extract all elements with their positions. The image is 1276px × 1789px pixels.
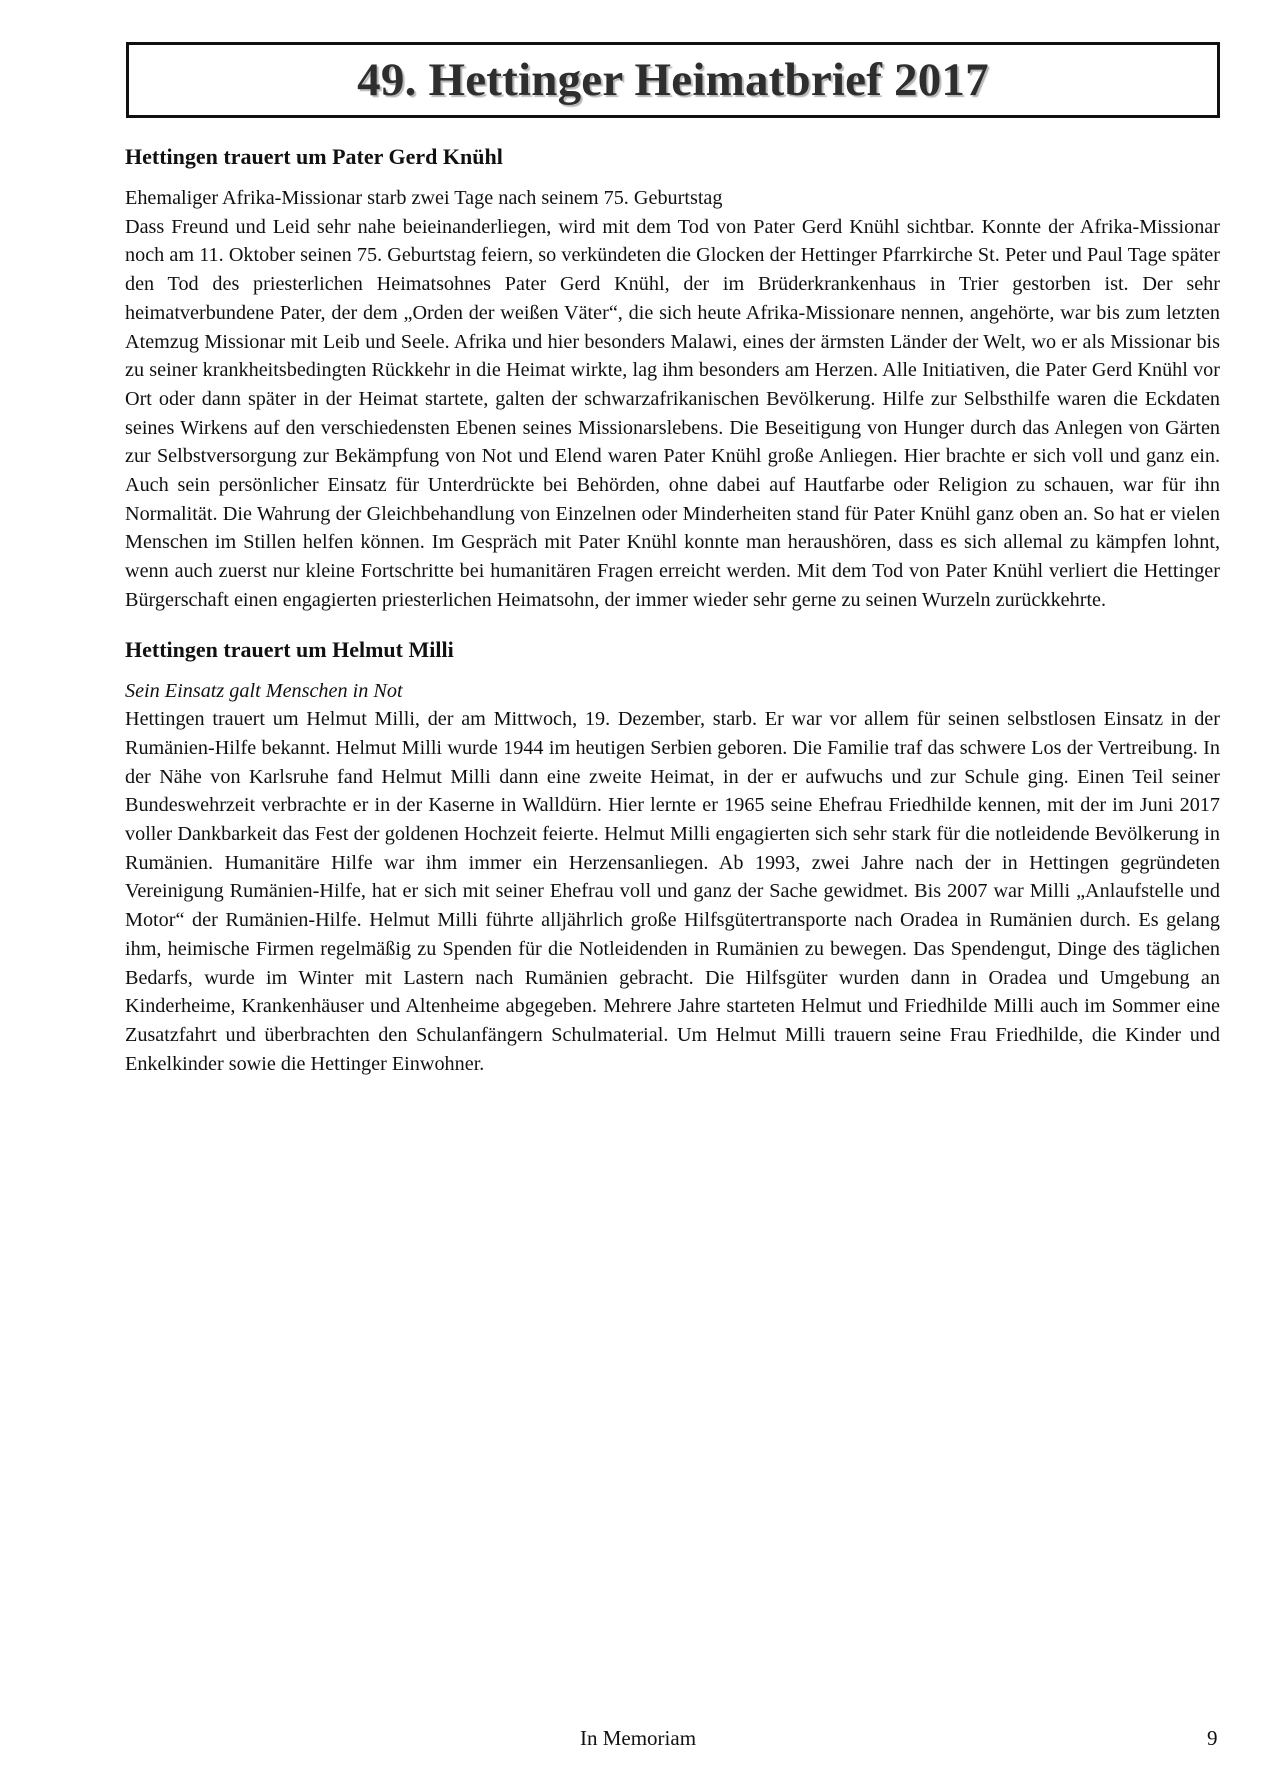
article-milli	[125, 635, 1220, 1079]
article-content	[125, 142, 1220, 1078]
section-heading: Hettingen trauert um Pater Gerd Knühl	[125, 144, 503, 169]
section-subtitle: Sein Einsatz galt Menschen in Not	[125, 679, 403, 702]
page-number: 9	[1207, 1726, 1218, 1750]
section-subtitle: Ehemaliger Afrika-Missionar starb zwei Tage nach seinem 75. Geburtstag	[125, 187, 723, 209]
page-header	[126, 42, 1220, 118]
section-body: Hettingen trauert um Helmut Milli, der am Mittwoch, 19. Dezember, starb. Er war vor allem für seinen selbstlosen Einsatz in der Rumänien-Hilfe bekannt. Helmut Milli wurde 1944 im heutigen Serbien geboren. Die Familie traf das schwere Los der Vertreibung. In der Nähe von Karlsruhe fand Helmut Milli dann eine zweite Heimat, in der er aufwuchs und zur Schule ging. Einen Teil seiner Bundeswehrzeit verbrachte er in der Kaserne in Walldürn. Hier lernte er 1965 seine Ehefrau Friedhilde kennen, mit der im Juni 2017 voller Dankbarkeit das Fest der goldenen Hochzeit feierte. Helmut Milli engagierten sich sehr stark für die notleidende Bevölkerung in Rumänien. Humanitäre Hilfe war ihm immer ein Herzensanliegen. Ab 1993, zwei Jahre nach der in Hettingen gegründeten Vereinigung Rumänien-Hilfe, hat er sich mit seiner Ehefrau voll und ganz der Sache gewidmet. Bis 2007 war Milli „Anlaufstelle und Motor“ der Rumänien-Hilfe. Helmut Milli führte alljährlich große Hilfsgütertransporte nach Oradea in Rumänien durch. Es gelang ihm, heimische Firmen regelmäßig zu Spenden für die Notleidenden in Rumänien zu bewegen. Das Spendengut, Dinge des täglichen Bedarfs, wurde im Winter mit Lastern nach Rumänien gebracht. Die Hilfsgüter wurden dann in Oradea und Umgebung an Kinderheime, Krankenhäuser und Altenheime abgegeben. Mehrere Jahre starteten Helmut und Friedhilde Milli auch im Sommer eine Zusatzfahrt und überbrachten den Schulanfängern Schulmaterial. Um Helmut Milli trauern seine Frau Friedhilde, die Kinder und Enkelkinder sowie die Hettinger Einwohner.	[125, 708, 1220, 1075]
section-body: Dass Freund und Leid sehr nahe beieinanderliegen, wird mit dem Tod von Pater Gerd Knühl sichtbar. Konnte der Afrika-Missionar noch am 11. Oktober seinen 75. Geburtstag feiern, so verkündeten die Glocken der Hettinger Pfarrkirche St. Peter und Paul Tage später den Tod des priesterlichen Heimatsohnes Pater Gerd Knühl, der im Brüderkrankenhaus in Trier gestorben ist. Der sehr heimatverbundene Pater, der dem „Orden der weißen Väter“, die sich heute Afrika-Missionare nennen, angehörte, war bis zum letzten Atemzug Missionar mit Leib und Seele. Afrika und hier besonders Malawi, eines der ärmsten Länder der Welt, wo er als Missionar bis zu seiner krankheitsbedingten Rückkehr in die Heimat wirkte, lag ihm besonders am Herzen. Alle Initiativen, die Pater Gerd Knühl vor Ort oder dann später in der Heimat startete, galten der schwarzafrikanischen Bevölkerung. Hilfe zur Selbsthilfe waren die Eckdaten seines Wirkens auf den verschiedensten Ebenen seines Missionarslebens. Die Beseitigung von Hunger durch das Anlegen von Gärten zur Selbstversorgung zur Bekämpfung von Not und Elend waren Pater Knühl große Anliegen. Hier brachte er sich voll und ganz ein. Auch sein persönlicher Einsatz für Unterdrückte bei Behörden, ohne dabei auf Hautfarbe oder Religion zu schauen, war für ihn Normalität. Die Wahrung der Gleichbehandlung von Einzelnen oder Minderheiten stand für Pater Knühl ganz oben an. So hat er vielen Menschen im Stillen helfen können. Im Gespräch mit Pater Knühl konnte man heraushören, dass es sich allemal zu kämpfen lohnt, wenn auch zuerst nur kleine Fortschritte bei humanitären Fragen erreicht werden. Mit dem Tod von Pater Knühl verliert die Hettinger Bürgerschaft einen engagierten priesterlichen Heimatsohn, der immer wieder sehr gerne zu seinen Wurzeln zurückkehrte.	[125, 215, 1220, 611]
article-knuehl	[125, 142, 1220, 615]
section-heading: Hettingen trauert um Helmut Milli	[125, 636, 454, 662]
footer-label: In Memoriam	[579, 1726, 697, 1750]
page-title: 49. Hettinger Heimatbrief 2017	[357, 54, 989, 106]
